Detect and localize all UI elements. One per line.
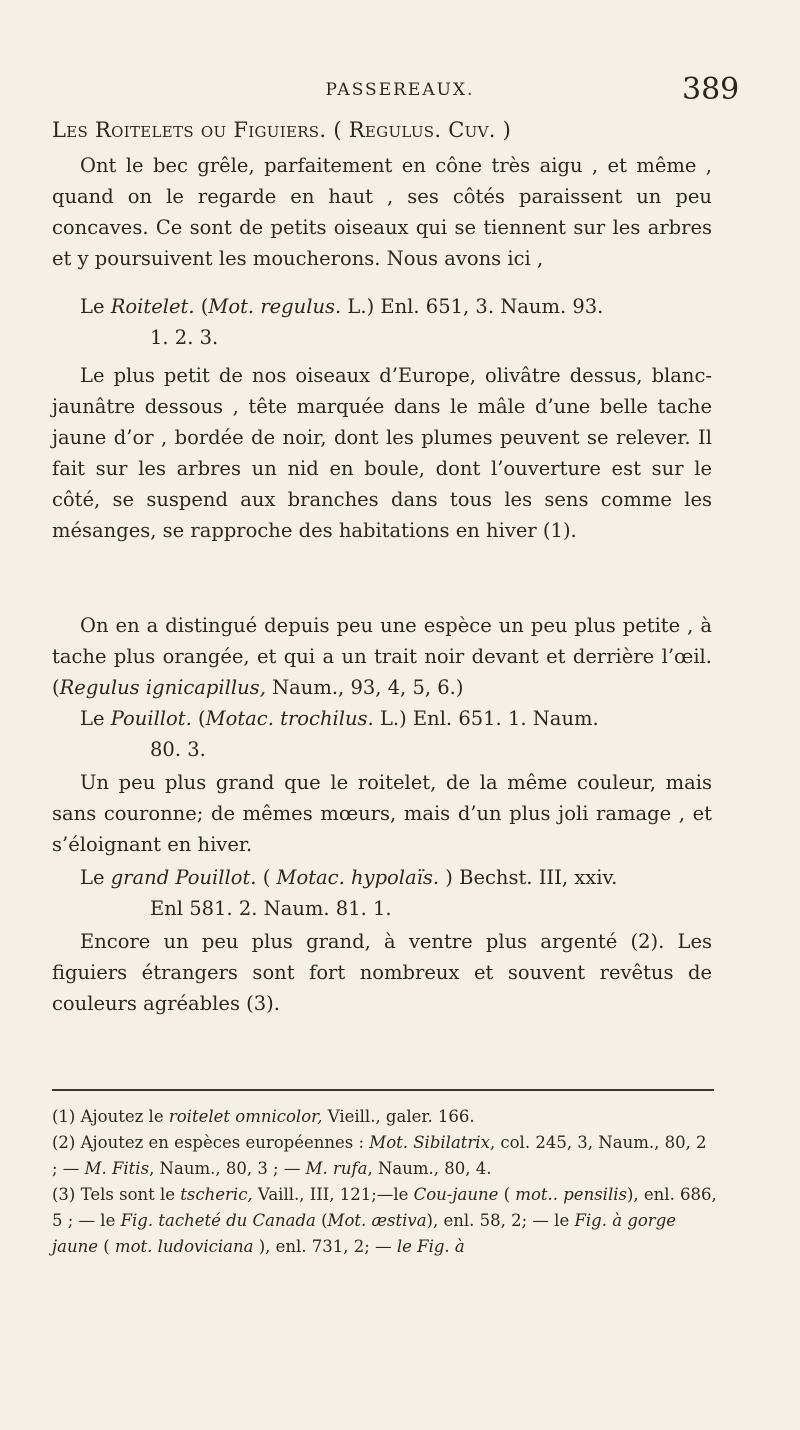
footnote-text: , Naum., 80, 4. [367,1159,492,1178]
footnote-text: (2) Ajoutez en espèces européennes : [52,1133,370,1152]
footnote-text: ), enl. 731, 2; — [253,1237,397,1256]
latin-name: Motac. hypolaïs. [276,866,440,889]
description-pouillot: Un peu plus grand que le roitelet, de la même couleur, mais sans couronne; de mêmes mœurs, mais d’un plus joli ramage , et s’éloignant en hiver. [52,771,712,856]
species-entry-grand-pouillot [80,862,720,924]
intro-paragraph: Ont le bec grêle, parfaitement en cône très aigu , et même , quand on le regarde en haut , ses côtés paraissent un peu concaves. Ce sont de petits oiseaux qui se tiennent sur les arbres et y poursuivent les moucherons. Nous avons ici , [52,154,712,270]
footnote-italic: roitelet omnicolor, [168,1107,323,1126]
footnote-text: ( [97,1237,115,1256]
footnotes [52,1104,717,1260]
entry-lead: Le [80,866,111,889]
species-name: Roitelet. [110,295,195,318]
entry-references-cont: 1. 2. 3. [150,326,219,349]
footnote-text: , Naum., 80, 3 ; — [149,1159,306,1178]
footnote-italic: Mot. æstiva [327,1211,427,1230]
footnote-text: ( [315,1211,328,1230]
entry-references: L.) Enl. 651, 3. Naum. 93. [341,295,604,318]
footnote-text: (1) Ajoutez le [52,1107,169,1126]
entry-references: ) Bechst. III, xxiv. [439,866,618,889]
species-name: grand Pouillot. [110,866,257,889]
species-name: Pouillot. [110,707,192,730]
page-number: 389 [682,72,740,107]
entry-heading-line [80,862,720,893]
footnote-italic: M. Fitis [84,1159,150,1178]
entry-references-cont: 80. 3. [150,738,206,761]
running-head: PASSEREAUX. [325,80,475,100]
entry-paren: ( [256,866,277,889]
footnote-text: Vaill., III, 121;—le [252,1185,414,1204]
entry-lead: Le [80,707,111,730]
footnote-italic: mot.. pensilis [515,1185,627,1204]
description-ignicapillus [52,610,712,703]
entry-lead: Le [80,295,111,318]
entry-references: L.) Enl. 651. 1. Naum. [373,707,599,730]
entry-heading-line [80,291,720,322]
footnote-italic: tscheric, [180,1185,253,1204]
footnote-text: ), enl. 686, 5 ; — le [52,1185,717,1230]
entry-heading-line [80,703,720,734]
species-entry-roitelet [80,291,720,353]
description-grand-pouillot: Encore un peu plus grand, à ventre plus argenté (2). Les figuiers étrangers sont fort nombreux et souvent revêtus de couleurs agréables (3). [52,930,712,1015]
latin-name: Regulus ignicapillus, [59,676,266,699]
footnote-text: (3) Tels sont le [52,1185,181,1204]
paragraph-text: On en a distingué depuis peu une espèce un peu plus petite , à tache plus orangée, et qui a un trait noir devant et derrière l’œil. ( [52,614,712,699]
footnote-italic: M. rufa [305,1159,368,1178]
footnote-italic: Fig. tacheté du Canada [120,1211,316,1230]
latin-name: Mot. regulus. [208,295,342,318]
description-roitelet: Le plus petit de nos oiseaux d’Europe, olivâtre dessus, blanc-jaunâtre dessous , tête marquée dans le mâle d’une belle tache jaune d’or , bordée de noir, dont les plumes peuvent se relever. Il fait sur les arbres un nid en boule, dont l’ouverture est sur le côté, se suspend aux branches dans tous les sens comme les mésanges, se rapproche des habitations en hiver (1). [52,364,712,542]
footnote-italic: mot. ludoviciana [114,1237,254,1256]
footnote-3 [52,1182,717,1260]
section-title: Les Roitelets ou Figuiers. ( Regulus. Cuv. ) [52,118,512,142]
latin-name: Motac. trochilus. [205,707,374,730]
footnote-2 [52,1130,717,1182]
footnote-text: Vieill., galer. 166. [322,1107,475,1126]
footnote-divider [52,1089,714,1091]
entry-paren: ( [191,707,206,730]
footnote-text: ( [498,1185,516,1204]
footnote-italic: le Fig. à [396,1237,465,1256]
footnote-text: , col. 245, 3, Naum., 80, 2 ; — [52,1133,707,1178]
footnote-italic: Fig. à gorge jaune [52,1211,677,1256]
species-entry-pouillot [80,703,720,765]
footnote-text: ), enl. 58, 2; — le [426,1211,575,1230]
entry-references-cont: Enl 581. 2. Naum. 81. 1. [150,897,392,920]
entry-paren: ( [194,295,209,318]
paragraph-text: Naum., 93, 4, 5, 6.) [265,676,464,699]
footnote-1 [52,1104,717,1130]
footnote-italic: Mot. Sibilatrix [369,1133,490,1152]
footnote-italic: Cou-jaune [413,1185,499,1204]
